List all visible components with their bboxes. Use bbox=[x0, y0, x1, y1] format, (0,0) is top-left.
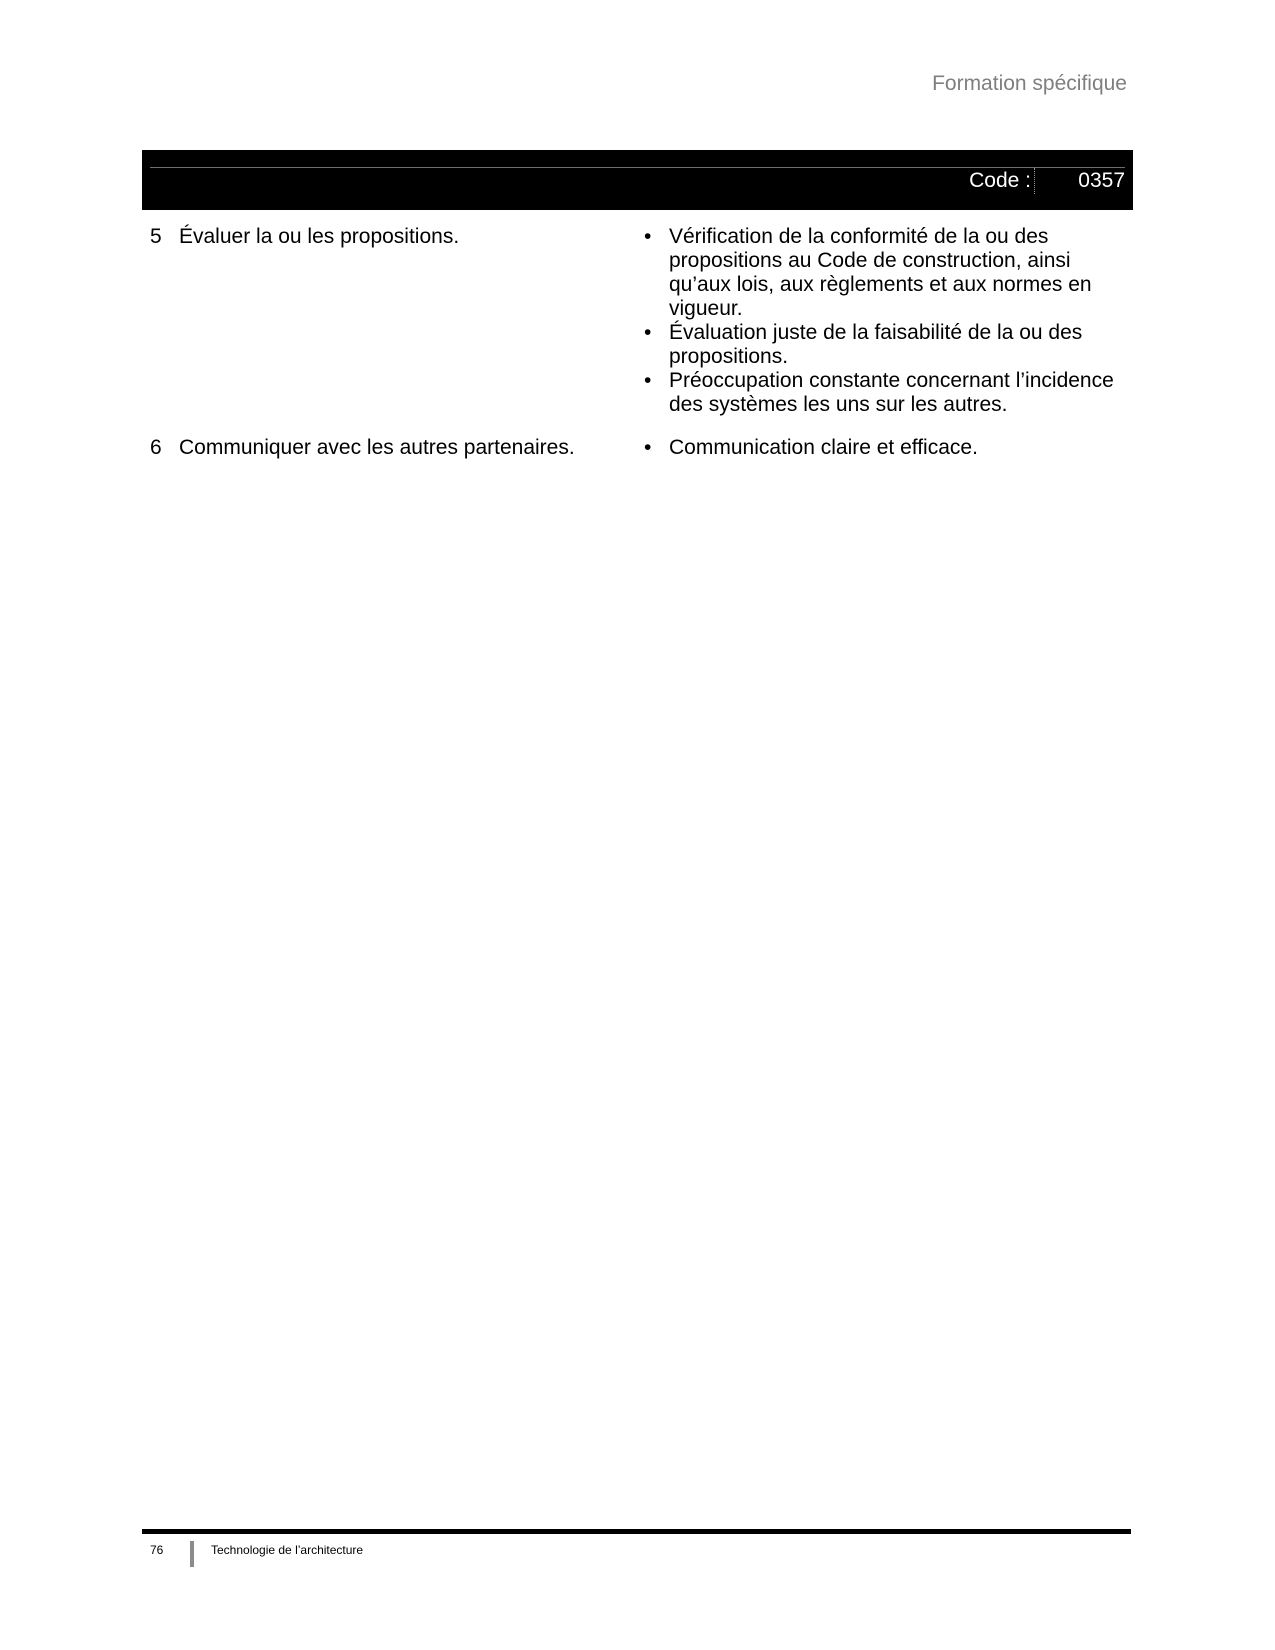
code-label: Code : bbox=[969, 168, 1035, 194]
footer-rule bbox=[142, 1529, 1131, 1534]
element-text: Communiquer avec les autres partenaires. bbox=[179, 436, 575, 459]
element-text: Évaluer la ou les propositions. bbox=[179, 225, 460, 248]
footer-divider bbox=[190, 1541, 194, 1567]
competency-table bbox=[150, 225, 1125, 479]
element-cell bbox=[150, 436, 636, 460]
element-number: 5 bbox=[150, 225, 162, 248]
element-number: 6 bbox=[150, 436, 162, 459]
code-bar bbox=[142, 150, 1133, 210]
criteria-item: • Évaluation juste de la faisabilité de la ou des propositions. bbox=[636, 321, 1125, 369]
criteria-item: • Communication claire et efficace. bbox=[636, 436, 1125, 460]
criteria-list bbox=[636, 225, 1125, 417]
code-value: 0357 bbox=[1078, 169, 1125, 192]
table-row bbox=[150, 436, 1125, 460]
running-head: Formation spécifique bbox=[932, 72, 1127, 95]
footer-page-number: 76 bbox=[150, 1543, 164, 1557]
criteria-list bbox=[636, 436, 1125, 460]
element-cell bbox=[150, 225, 636, 417]
criteria-item: • Préoccupation constante concernant l’incidence des systèmes les uns sur les autres. bbox=[636, 369, 1125, 417]
table-row bbox=[150, 225, 1125, 417]
footer-title: Technologie de l’architecture bbox=[211, 1543, 364, 1557]
criteria-item: • Vérification de la conformité de la ou des propositions au Code de construction, ainsi qu’aux lois, aux règlements et aux normes en vigueur. bbox=[636, 225, 1125, 321]
